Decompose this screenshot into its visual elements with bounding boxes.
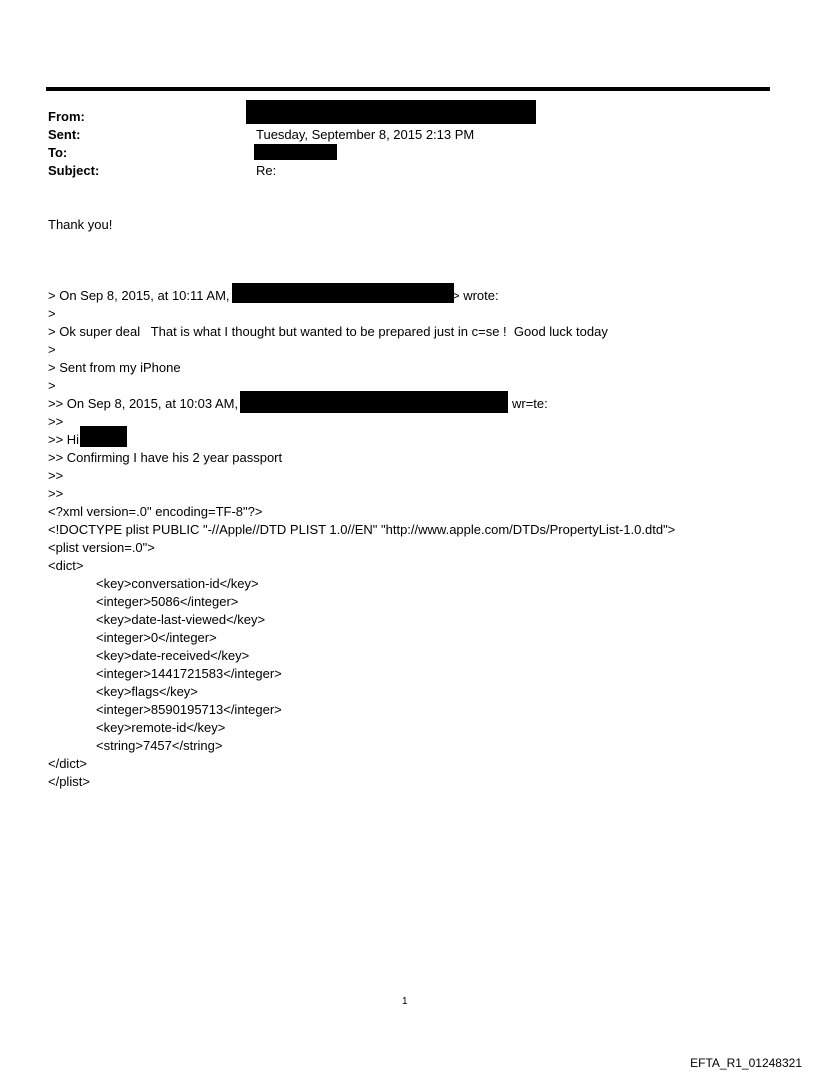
dict-entry: <key>flags</key> <box>96 684 198 699</box>
hi-text: >> Hi <box>48 432 80 447</box>
confirm-text: >> Confirming I have his 2 year passport <box>48 450 283 465</box>
dict-entry: <key>date-received</key> <box>96 648 250 663</box>
quote2-header: >> On Sep 8, 2015, at 10:03 AM, <box>48 396 239 411</box>
plist-open: <plist version=.0"> <box>48 540 155 555</box>
from-redaction <box>246 100 536 124</box>
subject-label: Subject: <box>48 163 100 178</box>
quote-marker: >> <box>48 414 64 429</box>
document-id: EFTA_R1_01248321 <box>690 1056 802 1070</box>
quote2-redaction <box>240 391 508 413</box>
dict-entry: <integer>0</integer> <box>96 630 217 645</box>
header-rule <box>46 87 770 91</box>
page-number: 1 <box>402 996 408 1007</box>
quote1-text: > Ok super deal That is what I thought but wanted to be prepared just in c=se ! Good luck today <box>48 324 608 339</box>
quote1-wrote: > wrote: <box>452 288 499 303</box>
dict-entry: <string>7457</string> <box>96 738 223 753</box>
dict-entry: <key>conversation-id</key> <box>96 576 259 591</box>
subject-value: Re: <box>256 163 277 178</box>
dict-entry: <key>remote-id</key> <box>96 720 226 735</box>
dict-entry: <integer>5086</integer> <box>96 594 239 609</box>
quote1-header: > On Sep 8, 2015, at 10:11 AM, <box>48 288 230 303</box>
sent-label: Sent: <box>48 127 81 142</box>
plist-close: </plist> <box>48 774 90 789</box>
sent-value: Tuesday, September 8, 2015 2:13 PM <box>256 127 475 142</box>
dict-open: <dict> <box>48 558 84 573</box>
from-label: From: <box>48 109 85 124</box>
quote1-redaction <box>232 283 454 303</box>
quote-marker: >> <box>48 468 64 483</box>
sent-from-text: > Sent from my iPhone <box>48 360 181 375</box>
xml-declaration: <?xml version=.0" encoding=TF-8"?> <box>48 504 263 519</box>
dict-entry: <integer>8590195713</integer> <box>96 702 282 717</box>
to-label: To: <box>48 145 68 160</box>
quote2-wrote: wr=te: <box>512 396 548 411</box>
dict-entry: <integer>1441721583</integer> <box>96 666 282 681</box>
to-redaction <box>254 144 337 160</box>
quote-marker: >> <box>48 486 64 501</box>
quote-marker: > <box>48 342 56 357</box>
quote-marker: > <box>48 306 56 321</box>
quote-marker: > <box>48 378 56 393</box>
hi-redaction <box>80 426 127 447</box>
dict-entry: <key>date-last-viewed</key> <box>96 612 266 627</box>
dict-close: </dict> <box>48 756 88 771</box>
greeting-text: Thank you! <box>48 217 113 232</box>
xml-doctype: <!DOCTYPE plist PUBLIC "-//Apple//DTD PLIST 1.0//EN" "http://www.apple.com/DTDs/PropertyList-1.0.dtd"> <box>48 522 676 537</box>
